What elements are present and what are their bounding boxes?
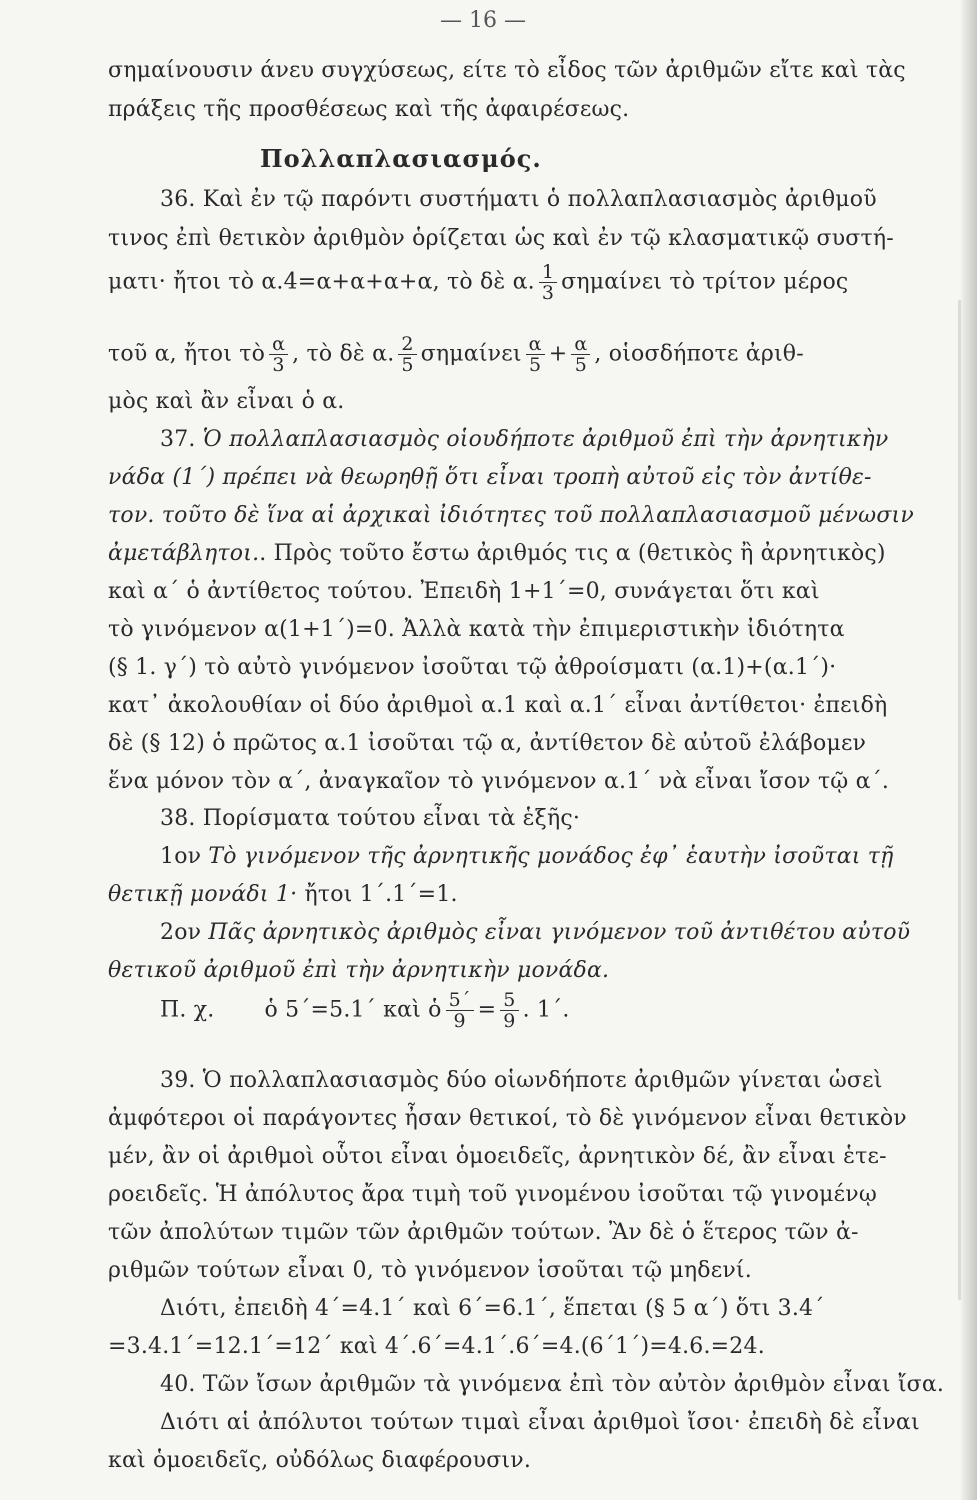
- text-span: ἤτοι 1΄.1΄=1.: [304, 882, 458, 907]
- text-line: =3.4.1΄=12.1΄=12΄ καὶ 4΄.6΄=4.1΄.6΄=4.(6΄1΄)=4.6.=24.: [108, 1334, 765, 1359]
- text-line: πράξεις τῆς προσθέσεως καὶ τῆς ἀφαιρέσεως.: [108, 97, 630, 122]
- text-line: 38. Πορίσματα τούτου εἶναι τὰ ἑξῆς·: [160, 806, 581, 831]
- text-line: ριθμῶν τούτων εἶναι 0, τὸ γινόμενον ἰσοῦται τῷ μηδενί.: [108, 1258, 752, 1283]
- text-line-with-fraction: [108, 262, 848, 303]
- fraction-numerator: 2: [398, 334, 416, 355]
- text-line: [108, 876, 458, 913]
- text-line: τινος ἐπὶ θετικὸν ἀριθμὸν ὁρίζεται ὡς καὶ ἐν τῷ κλασματικῷ συστή-: [108, 226, 894, 251]
- text-line: 39. Ὁ πολλαπλασιασμὸς δύο οἱωνδήποτε ἀριθμῶν γίνεται ὡσεὶ: [160, 1068, 883, 1093]
- text-span: , οἱοσδήποτε ἀριθ-: [594, 341, 804, 367]
- fraction-five-ninths: [500, 990, 518, 1031]
- fraction-denominator: 5: [401, 354, 414, 376]
- fraction-denominator: 3: [272, 354, 285, 376]
- italic-text: ἀμετάβλητοι.: [108, 541, 260, 566]
- fraction-denominator: 9: [503, 1010, 516, 1032]
- text-line: σημαίνουσιν άνευ συγχύσεως, είτε τὸ εἶδος τῶν ἀριθμῶν εἴτε καὶ τὰς: [108, 58, 906, 83]
- page-number: — 16 —: [440, 8, 526, 33]
- italic-text: Πᾶς ἀρνητικὸς ἀριθμὸς εἶναι γινόμενον τοῦ ἀντιθέτου αὐτοῦ: [208, 920, 911, 945]
- text-line-with-fractions: [160, 990, 570, 1031]
- text-span: ματι· ἤτοι τὸ α.4=α+α+α+α, τὸ δὲ α.: [108, 269, 535, 295]
- text-line: [160, 421, 888, 458]
- list-marker: 1ον: [160, 844, 209, 869]
- text-line: καὶ ὁμοειδεῖς, οὐδόλως διαφέρουσιν.: [108, 1448, 532, 1473]
- text-line: Διότι, ἐπειδὴ 4΄=4.1΄ καὶ 6΄=6.1΄, ἕπεται (§ 5 α΄) ὅτι 3.4΄: [160, 1296, 825, 1321]
- text-line: Διότι αἱ ἀπόλυτοι τούτων τιμαὶ εἶναι ἀριθμοὶ ἴσοι· ἐπειδὴ δὲ εἶναι: [160, 1410, 920, 1435]
- text-line: τὸ γινόμενον α(1+1΄)=0. Ἀλλὰ κατὰ τὴν ἐπιμεριστικὴν ἰδιότητα: [108, 617, 845, 642]
- fraction-one-third: [539, 262, 557, 303]
- italic-text: Ὁ πολλαπλασιασμὸς οἱουδήποτε ἀριθμοῦ ἐπὶ τὴν ἀρνητικὴν: [202, 427, 889, 452]
- text-line: καὶ α΄ ὁ ἀντίθετος τούτου. Ἐπειδὴ 1+1΄=0, συνάγεται ὅτι καὶ: [108, 579, 820, 604]
- text-line: [160, 838, 894, 875]
- italic-text: θετικῇ μονάδι 1·: [108, 882, 305, 907]
- fraction-numerator: 1: [539, 262, 557, 283]
- text-line: [108, 535, 886, 572]
- text-line-with-fractions: [108, 334, 804, 375]
- fraction-five-prime-ninths: [446, 990, 474, 1031]
- text-line: (§ 1. γ΄) τὸ αὐτὸ γινόμενον ἰσοῦται τῷ ἀθροίσματι (α.1)+(α.1΄)·: [108, 655, 837, 680]
- text-line: 40. Τῶν ἴσων ἀριθμῶν τὰ γινόμενα ἐπὶ τὸν αὐτὸν ἀριθμὸν εἶναι ἴσα.: [160, 1372, 945, 1397]
- text-line: τον. τοῦτο δὲ ἵνα αἱ ἀρχικαὶ ἰδιότητες τοῦ πολλαπλασιασμοῦ μένωσιν: [108, 503, 914, 528]
- text-line: δὲ (§ 12) ὁ πρῶτος α.1 ἰσοῦται τῷ α, ἀντίθετον δὲ αὐτοῦ ἐλάβομεν: [108, 731, 867, 756]
- text-line: [160, 914, 910, 951]
- text-line: κατ᾿ ἀκολουθίαν οἱ δύο ἀριθμοὶ α.1 καὶ α.1΄ εἶναι ἀντίθετοι· ἐπειδὴ: [108, 693, 888, 718]
- text-span: =: [477, 997, 497, 1023]
- text-span: σημαίνει τὸ τρίτον μέρος: [561, 269, 849, 295]
- text-span: Π. χ.: [160, 997, 215, 1023]
- fraction-numerator: α: [269, 334, 288, 355]
- fraction-denominator: 9: [453, 1010, 466, 1032]
- section-heading: Πολλαπλασιασμός.: [260, 144, 542, 173]
- fraction-a-fifth: [526, 334, 545, 375]
- italic-text: Τὸ γινόμενον τῆς ἀρνητικῆς μονάδος ἐφ᾿ ἑαυτὴν ἰσοῦται τῇ: [208, 844, 894, 869]
- text-line: μέν, ἂν οἱ ἀριθμοὶ οὗτοι εἶναι ὁμοειδεῖς, ἀρνητικὸν δέ, ἂν εἶναι ἑτε-: [108, 1144, 887, 1169]
- fraction-a-fifth: [571, 334, 590, 375]
- section-number: 37.: [160, 427, 203, 452]
- text-line: θετικοῦ ἀριθμοῦ ἐπὶ τὴν ἀρνητικὴν μονάδα.: [108, 958, 610, 983]
- text-line: ροειδεῖς. Ἡ ἀπόλυτος ἄρα τιμὴ τοῦ γινομένου ἰσοῦται τῷ γινομένῳ: [108, 1182, 877, 1207]
- text-line: 36. Καὶ ἐν τῷ παρόντι συστήματι ὁ πολλαπλασιασμὸς ἀριθμοῦ: [160, 187, 877, 212]
- text-line: τῶν ἀπολύτων τιμῶν τῶν ἀριθμῶν τούτων. Ἂν δὲ ὁ ἕτερος τῶν ἀ-: [108, 1220, 859, 1245]
- text-line: νάδα (1΄) πρέπει νὰ θεωρηθῇ ὅτι εἶναι τροπὴ αὐτοῦ εἰς τὸν ἀντίθε-: [108, 465, 872, 490]
- text-span: +: [548, 341, 568, 367]
- fraction-numerator: α: [571, 334, 590, 355]
- text-line: ἕνα μόνον τὸν α΄, ἀναγκαῖον τὸ γινόμενον α.1΄ νὰ εἶναι ἴσον τῷ α΄.: [108, 769, 890, 794]
- text-line: μὸς καὶ ἂν εἶναι ὁ α.: [108, 389, 345, 414]
- fraction-denominator: 5: [574, 354, 587, 376]
- fraction-a-third: [269, 334, 288, 375]
- fraction-denominator: 5: [529, 354, 542, 376]
- fraction-denominator: 3: [541, 282, 555, 304]
- text-span: σημαίνει: [420, 341, 522, 367]
- fraction-numerator: α: [526, 334, 545, 355]
- text-line: ἀμφότεροι οἱ παράγοντες ἦσαν θετικοί, τὸ δὲ γινόμενον εἶναι θετικὸν: [108, 1106, 907, 1131]
- text-span: , τὸ δὲ α.: [292, 341, 395, 367]
- text-span: . Πρὸς τοῦτο ἔστω ἀριθμός τις α (θετικὸς ἢ ἀρνητικὸς): [259, 541, 886, 566]
- fraction-two-fifths: [398, 334, 416, 375]
- text-span: ὁ 5΄=5.1΄ καὶ ὁ: [264, 997, 442, 1023]
- fraction-numerator: 5: [500, 990, 518, 1011]
- page-edge-shadow: [961, 0, 977, 1500]
- fraction-numerator: 5΄: [446, 990, 474, 1011]
- text-span: τοῦ α, ἤτοι τὸ: [108, 341, 266, 367]
- list-marker: 2ον: [160, 920, 209, 945]
- text-span: . 1΄.: [522, 997, 570, 1023]
